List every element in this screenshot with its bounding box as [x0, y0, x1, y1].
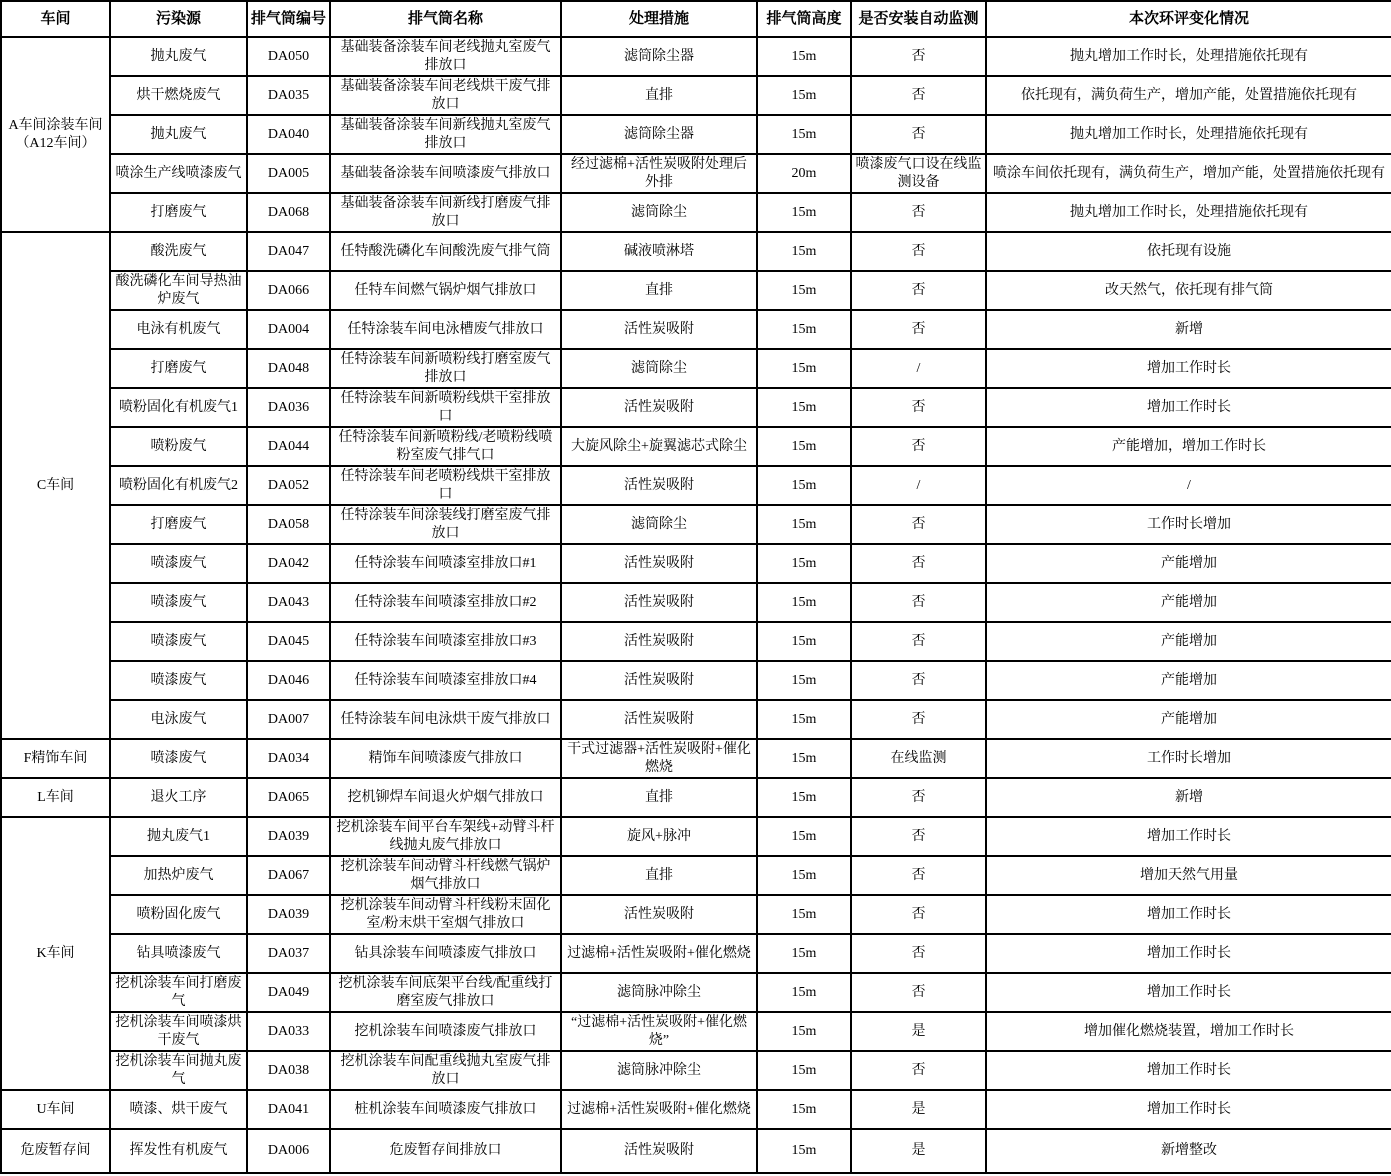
eia-change-cell: 增加工作时长: [986, 973, 1391, 1012]
stack-code-cell: DA065: [247, 778, 330, 817]
eia-change-cell: 抛丸增加工作时长，处理措施依托现有: [986, 193, 1391, 232]
eia-change-cell: 产能增加: [986, 622, 1391, 661]
eia-change-cell: 产能增加: [986, 661, 1391, 700]
eia-change-cell: 新增: [986, 778, 1391, 817]
stack-name-cell: 挖机涂装车间动臂斗杆线燃气锅炉烟气排放口: [330, 856, 561, 895]
eia-change-cell: 增加工作时长: [986, 934, 1391, 973]
auto-monitor-cell: 喷漆废气口设在线监测设备: [851, 154, 986, 193]
stack-name-cell: 桩机涂装车间喷漆废气排放口: [330, 1090, 561, 1129]
eia-change-cell: 增加工作时长: [986, 349, 1391, 388]
header-row: [1, 1, 1391, 37]
auto-monitor-cell: 否: [851, 76, 986, 115]
stack-height-cell: 15m: [757, 622, 851, 661]
stack-height-cell: 15m: [757, 1129, 851, 1173]
stack-name-cell: 基础装备涂装车间新线抛丸室废气排放口: [330, 115, 561, 154]
stack-name-cell: 基础装备涂装车间喷漆废气排放口: [330, 154, 561, 193]
stack-code-cell: DA007: [247, 700, 330, 739]
stack-name-cell: 任特涂装车间电泳槽废气排放口: [330, 310, 561, 349]
stack-code-cell: DA068: [247, 193, 330, 232]
pollution-source-cell: 酸洗磷化车间导热油炉废气: [110, 271, 247, 310]
workshop-cell: C车间: [1, 232, 110, 739]
stack-name-cell: 挖机涂装车间配重线抛丸室废气排放口: [330, 1051, 561, 1090]
table-row: [1, 739, 1391, 778]
treatment-cell: 直排: [561, 271, 757, 310]
pollution-source-cell: 挖机涂装车间抛丸废气: [110, 1051, 247, 1090]
treatment-cell: 碱液喷淋塔: [561, 232, 757, 271]
auto-monitor-cell: 否: [851, 427, 986, 466]
stack-code-cell: DA005: [247, 154, 330, 193]
stack-name-cell: 任特涂装车间新喷粉线/老喷粉线喷粉室废气排气口: [330, 427, 561, 466]
eia-change-cell: 依托现有，满负荷生产，增加产能，处置措施依托现有: [986, 76, 1391, 115]
auto-monitor-cell: /: [851, 349, 986, 388]
table-row: [1, 700, 1391, 739]
workshop-cell: L车间: [1, 778, 110, 817]
treatment-cell: 活性炭吸附: [561, 622, 757, 661]
stack-height-cell: 20m: [757, 154, 851, 193]
stack-height-cell: 15m: [757, 466, 851, 505]
stack-code-cell: DA049: [247, 973, 330, 1012]
table-row: [1, 1129, 1391, 1173]
auto-monitor-cell: 否: [851, 973, 986, 1012]
stack-code-cell: DA036: [247, 388, 330, 427]
eia-change-cell: 产能增加，增加工作时长: [986, 427, 1391, 466]
treatment-cell: 滤筒脉冲除尘: [561, 1051, 757, 1090]
auto-monitor-cell: 否: [851, 544, 986, 583]
auto-monitor-cell: 否: [851, 505, 986, 544]
table-row: [1, 544, 1391, 583]
workshop-cell: F精饰车间: [1, 739, 110, 778]
eia-change-cell: 增加工作时长: [986, 1090, 1391, 1129]
stack-height-cell: 15m: [757, 505, 851, 544]
column-header: 排气筒编号: [247, 1, 330, 37]
treatment-cell: 活性炭吸附: [561, 661, 757, 700]
stack-code-cell: DA042: [247, 544, 330, 583]
stack-height-cell: 15m: [757, 583, 851, 622]
treatment-cell: 活性炭吸附: [561, 583, 757, 622]
eia-change-cell: 增加天然气用量: [986, 856, 1391, 895]
treatment-cell: “过滤棉+活性炭吸附+催化燃烧”: [561, 1012, 757, 1051]
pollution-source-cell: 钻具喷漆废气: [110, 934, 247, 973]
auto-monitor-cell: 否: [851, 583, 986, 622]
pollution-source-cell: 酸洗废气: [110, 232, 247, 271]
stack-code-cell: DA066: [247, 271, 330, 310]
stack-name-cell: 挖机涂装车间动臂斗杆线粉末固化室/粉末烘干室烟气排放口: [330, 895, 561, 934]
treatment-cell: 滤筒除尘: [561, 349, 757, 388]
pollution-source-cell: 加热炉废气: [110, 856, 247, 895]
column-header: 污染源: [110, 1, 247, 37]
stack-code-cell: DA006: [247, 1129, 330, 1173]
stack-height-cell: 15m: [757, 1090, 851, 1129]
stack-code-cell: DA033: [247, 1012, 330, 1051]
stack-code-cell: DA046: [247, 661, 330, 700]
pollution-source-cell: 喷漆废气: [110, 739, 247, 778]
stack-code-cell: DA047: [247, 232, 330, 271]
stack-code-cell: DA058: [247, 505, 330, 544]
eia-change-cell: 增加工作时长: [986, 817, 1391, 856]
pollution-source-cell: 挥发性有机废气: [110, 1129, 247, 1173]
treatment-cell: 活性炭吸附: [561, 310, 757, 349]
column-header: 处理措施: [561, 1, 757, 37]
stack-name-cell: 任特涂装车间电泳烘干废气排放口: [330, 700, 561, 739]
stack-code-cell: DA048: [247, 349, 330, 388]
stack-name-cell: 任特涂装车间老喷粉线烘干室排放口: [330, 466, 561, 505]
stack-name-cell: 任特涂装车间喷漆室排放口#3: [330, 622, 561, 661]
pollution-source-cell: 喷粉固化有机废气2: [110, 466, 247, 505]
stack-name-cell: 任特涂装车间喷漆室排放口#4: [330, 661, 561, 700]
pollution-source-cell: 喷粉固化废气: [110, 895, 247, 934]
stack-height-cell: 15m: [757, 310, 851, 349]
table-row: [1, 622, 1391, 661]
stack-height-cell: 15m: [757, 661, 851, 700]
table-row: [1, 466, 1391, 505]
pollution-source-cell: 电泳废气: [110, 700, 247, 739]
workshop-cell: U车间: [1, 1090, 110, 1129]
table-row: [1, 856, 1391, 895]
treatment-cell: 过滤棉+活性炭吸附+催化燃烧: [561, 934, 757, 973]
column-header: 车间: [1, 1, 110, 37]
pollution-source-cell: 喷漆、烘干废气: [110, 1090, 247, 1129]
pollution-source-cell: 挖机涂装车间打磨废气: [110, 973, 247, 1012]
auto-monitor-cell: 否: [851, 778, 986, 817]
table-row: [1, 1090, 1391, 1129]
eia-change-cell: 工作时长增加: [986, 505, 1391, 544]
table-row: [1, 349, 1391, 388]
auto-monitor-cell: 否: [851, 661, 986, 700]
eia-change-cell: 依托现有设施: [986, 232, 1391, 271]
auto-monitor-cell: 是: [851, 1129, 986, 1173]
stack-code-cell: DA041: [247, 1090, 330, 1129]
pollution-source-cell: 喷漆废气: [110, 622, 247, 661]
auto-monitor-cell: 否: [851, 193, 986, 232]
eia-change-cell: 改天然气，依托现有排气筒: [986, 271, 1391, 310]
eia-change-cell: 喷涂车间依托现有，满负荷生产，增加产能，处置措施依托现有: [986, 154, 1391, 193]
table-row: [1, 154, 1391, 193]
stack-name-cell: 精饰车间喷漆废气排放口: [330, 739, 561, 778]
treatment-cell: 直排: [561, 856, 757, 895]
eia-change-cell: 新增整改: [986, 1129, 1391, 1173]
pollution-source-cell: 电泳有机废气: [110, 310, 247, 349]
eia-change-cell: 增加工作时长: [986, 388, 1391, 427]
stack-name-cell: 挖机铆焊车间退火炉烟气排放口: [330, 778, 561, 817]
stack-height-cell: 15m: [757, 856, 851, 895]
stack-code-cell: DA035: [247, 76, 330, 115]
stack-name-cell: 任特涂装车间喷漆室排放口#2: [330, 583, 561, 622]
stack-code-cell: DA067: [247, 856, 330, 895]
pollution-source-cell: 喷涂生产线喷漆废气: [110, 154, 247, 193]
stack-height-cell: 15m: [757, 349, 851, 388]
stack-name-cell: 基础装备涂装车间老线抛丸室废气排放口: [330, 37, 561, 76]
table-header: [1, 1, 1391, 37]
workshop-cell: A车间涂装车间（A12车间）: [1, 37, 110, 232]
table-body: [1, 37, 1391, 1173]
workshop-cell: 危废暂存间: [1, 1129, 110, 1173]
stack-name-cell: 挖机涂装车间平台车架线+动臂斗杆线抛丸废气排放口: [330, 817, 561, 856]
treatment-cell: 活性炭吸附: [561, 895, 757, 934]
stack-height-cell: 15m: [757, 76, 851, 115]
table-row: [1, 583, 1391, 622]
stack-height-cell: 15m: [757, 1012, 851, 1051]
treatment-cell: 滤筒脉冲除尘: [561, 973, 757, 1012]
table-row: [1, 1051, 1391, 1090]
pollution-source-cell: 打磨废气: [110, 193, 247, 232]
treatment-cell: 滤筒除尘: [561, 193, 757, 232]
table-row: [1, 934, 1391, 973]
table-row: [1, 1012, 1391, 1051]
treatment-cell: 旋风+脉冲: [561, 817, 757, 856]
eia-change-cell: 新增: [986, 310, 1391, 349]
treatment-cell: 滤筒除尘器: [561, 115, 757, 154]
table-row: [1, 115, 1391, 154]
treatment-cell: 滤筒除尘: [561, 505, 757, 544]
table-row: [1, 271, 1391, 310]
pollution-source-cell: 打磨废气: [110, 349, 247, 388]
auto-monitor-cell: /: [851, 466, 986, 505]
treatment-cell: 活性炭吸附: [561, 1129, 757, 1173]
table-row: [1, 661, 1391, 700]
stack-code-cell: DA039: [247, 895, 330, 934]
stack-height-cell: 15m: [757, 388, 851, 427]
auto-monitor-cell: 否: [851, 895, 986, 934]
stack-name-cell: 基础装备涂装车间老线烘干废气排放口: [330, 76, 561, 115]
stack-code-cell: DA050: [247, 37, 330, 76]
column-header: 排气筒高度: [757, 1, 851, 37]
table-row: [1, 973, 1391, 1012]
auto-monitor-cell: 否: [851, 700, 986, 739]
stack-height-cell: 15m: [757, 934, 851, 973]
table-row: [1, 778, 1391, 817]
stack-name-cell: 任特涂装车间新喷粉线烘干室排放口: [330, 388, 561, 427]
workshop-cell: K车间: [1, 817, 110, 1090]
treatment-cell: 活性炭吸附: [561, 700, 757, 739]
stack-code-cell: DA040: [247, 115, 330, 154]
auto-monitor-cell: 是: [851, 1090, 986, 1129]
stack-height-cell: 15m: [757, 271, 851, 310]
pollution-source-cell: 抛丸废气1: [110, 817, 247, 856]
stack-name-cell: 任特车间燃气锅炉烟气排放口: [330, 271, 561, 310]
stack-height-cell: 15m: [757, 232, 851, 271]
table-row: [1, 310, 1391, 349]
pollution-source-cell: 挖机涂装车间喷漆烘干废气: [110, 1012, 247, 1051]
stack-name-cell: 挖机涂装车间喷漆废气排放口: [330, 1012, 561, 1051]
auto-monitor-cell: 否: [851, 1051, 986, 1090]
auto-monitor-cell: 是: [851, 1012, 986, 1051]
treatment-cell: 活性炭吸附: [561, 388, 757, 427]
pollution-source-cell: 打磨废气: [110, 505, 247, 544]
pollution-source-cell: 喷粉固化有机废气1: [110, 388, 247, 427]
pollution-source-cell: 退火工序: [110, 778, 247, 817]
stack-code-cell: DA043: [247, 583, 330, 622]
stack-height-cell: 15m: [757, 700, 851, 739]
eia-change-cell: 抛丸增加工作时长，处理措施依托现有: [986, 115, 1391, 154]
auto-monitor-cell: 否: [851, 856, 986, 895]
stack-code-cell: DA038: [247, 1051, 330, 1090]
stack-code-cell: DA004: [247, 310, 330, 349]
table-row: [1, 193, 1391, 232]
stack-height-cell: 15m: [757, 193, 851, 232]
auto-monitor-cell: 否: [851, 115, 986, 154]
stack-height-cell: 15m: [757, 895, 851, 934]
eia-change-cell: 产能增加: [986, 700, 1391, 739]
treatment-cell: 直排: [561, 778, 757, 817]
stack-code-cell: DA037: [247, 934, 330, 973]
stack-name-cell: 基础装备涂装车间新线打磨废气排放口: [330, 193, 561, 232]
stack-name-cell: 钻具涂装车间喷漆废气排放口: [330, 934, 561, 973]
treatment-cell: 过滤棉+活性炭吸附+催化燃烧: [561, 1090, 757, 1129]
pollution-source-cell: 抛丸废气: [110, 37, 247, 76]
stack-name-cell: 任特酸洗磷化车间酸洗废气排气筒: [330, 232, 561, 271]
auto-monitor-cell: 否: [851, 817, 986, 856]
treatment-cell: 大旋风除尘+旋翼滤芯式除尘: [561, 427, 757, 466]
stack-name-cell: 任特涂装车间喷漆室排放口#1: [330, 544, 561, 583]
table-row: [1, 427, 1391, 466]
stack-height-cell: 15m: [757, 115, 851, 154]
auto-monitor-cell: 否: [851, 310, 986, 349]
eia-change-cell: 抛丸增加工作时长，处理措施依托现有: [986, 37, 1391, 76]
stack-height-cell: 15m: [757, 427, 851, 466]
treatment-cell: 滤筒除尘器: [561, 37, 757, 76]
stack-height-cell: 15m: [757, 37, 851, 76]
stack-height-cell: 15m: [757, 1051, 851, 1090]
auto-monitor-cell: 否: [851, 271, 986, 310]
treatment-cell: 干式过滤器+活性炭吸附+催化燃烧: [561, 739, 757, 778]
table-row: [1, 232, 1391, 271]
stack-name-cell: 任特涂装车间涂装线打磨室废气排放口: [330, 505, 561, 544]
eia-change-cell: 产能增加: [986, 544, 1391, 583]
pollution-source-cell: 喷漆废气: [110, 544, 247, 583]
auto-monitor-cell: 否: [851, 934, 986, 973]
treatment-cell: 经过滤棉+活性炭吸附处理后外排: [561, 154, 757, 193]
auto-monitor-cell: 否: [851, 37, 986, 76]
stack-code-cell: DA052: [247, 466, 330, 505]
stack-name-cell: 危废暂存间排放口: [330, 1129, 561, 1173]
table-row: [1, 388, 1391, 427]
auto-monitor-cell: 否: [851, 622, 986, 661]
stack-height-cell: 15m: [757, 778, 851, 817]
treatment-cell: 活性炭吸附: [561, 544, 757, 583]
stack-name-cell: 任特涂装车间新喷粉线打磨室废气排放口: [330, 349, 561, 388]
column-header: 是否安装自动监测: [851, 1, 986, 37]
pollution-source-cell: 抛丸废气: [110, 115, 247, 154]
table-row: [1, 505, 1391, 544]
eia-change-cell: 增加工作时长: [986, 895, 1391, 934]
stack-height-cell: 15m: [757, 544, 851, 583]
table-row: [1, 817, 1391, 856]
treatment-cell: 活性炭吸附: [561, 466, 757, 505]
eia-change-cell: 产能增加: [986, 583, 1391, 622]
stack-code-cell: DA039: [247, 817, 330, 856]
column-header: 排气筒名称: [330, 1, 561, 37]
eia-change-cell: 增加工作时长: [986, 1051, 1391, 1090]
pollution-source-cell: 烘干燃烧废气: [110, 76, 247, 115]
table-row: [1, 895, 1391, 934]
treatment-cell: 直排: [561, 76, 757, 115]
eia-change-cell: 增加催化燃烧装置，增加工作时长: [986, 1012, 1391, 1051]
table-row: [1, 37, 1391, 76]
stack-name-cell: 挖机涂装车间底架平台线/配重线打磨室废气排放口: [330, 973, 561, 1012]
stack-code-cell: DA045: [247, 622, 330, 661]
stack-height-cell: 15m: [757, 973, 851, 1012]
pollution-source-cell: 喷漆废气: [110, 661, 247, 700]
stack-height-cell: 15m: [757, 739, 851, 778]
table-row: [1, 76, 1391, 115]
auto-monitor-cell: 否: [851, 388, 986, 427]
auto-monitor-cell: 在线监测: [851, 739, 986, 778]
auto-monitor-cell: 否: [851, 232, 986, 271]
pollution-source-cell: 喷漆废气: [110, 583, 247, 622]
stack-code-cell: DA034: [247, 739, 330, 778]
column-header: 本次环评变化情况: [986, 1, 1391, 37]
stack-height-cell: 15m: [757, 817, 851, 856]
pollution-source-cell: 喷粉废气: [110, 427, 247, 466]
stack-code-cell: DA044: [247, 427, 330, 466]
eia-change-cell: /: [986, 466, 1391, 505]
eia-change-cell: 工作时长增加: [986, 739, 1391, 778]
